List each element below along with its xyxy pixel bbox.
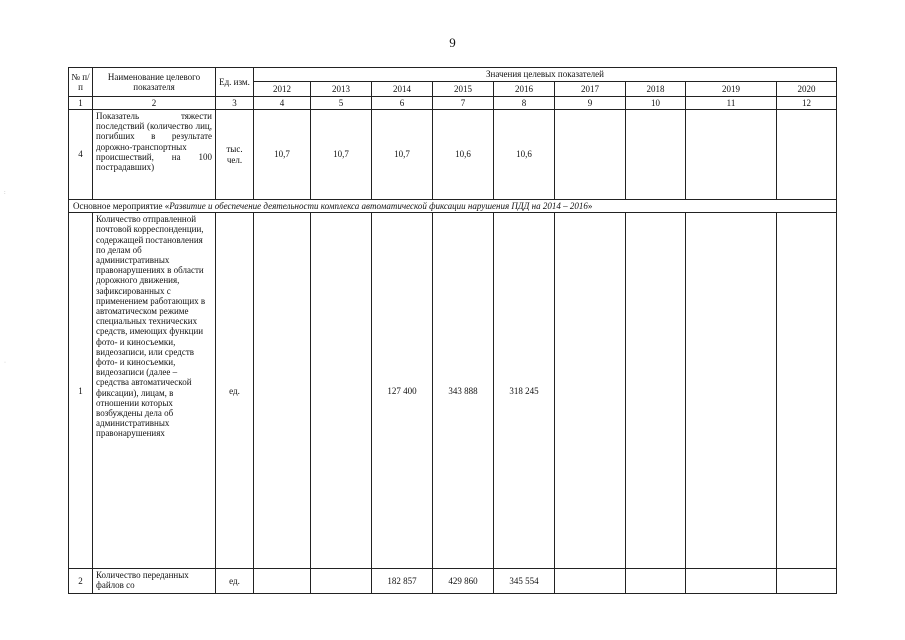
- row-value: 345 554: [494, 569, 555, 594]
- header-year: 2018: [626, 82, 686, 97]
- header-year: 2020: [777, 82, 837, 97]
- row-unit: ед.: [216, 569, 254, 594]
- row-unit: тыс. чел.: [216, 110, 254, 200]
- row-value: [254, 213, 311, 569]
- scan-margin-mark: :: [4, 190, 6, 196]
- column-number: 4: [254, 97, 311, 110]
- column-number: 3: [216, 97, 254, 110]
- section-title-prefix: Основное мероприятие «: [73, 201, 170, 211]
- row-value: [686, 110, 777, 200]
- page-number: 9: [449, 35, 456, 50]
- row-value: [626, 569, 686, 594]
- row-value: 127 400: [372, 213, 433, 569]
- column-number: 11: [686, 97, 777, 110]
- row-value: [555, 213, 626, 569]
- row-value: 10,6: [494, 110, 555, 200]
- row-value: [686, 213, 777, 569]
- column-number: 9: [555, 97, 626, 110]
- row-value: 182 857: [372, 569, 433, 594]
- column-number: 8: [494, 97, 555, 110]
- column-number: 10: [626, 97, 686, 110]
- row-value: [311, 569, 372, 594]
- row-num: 2: [69, 569, 93, 594]
- header-year: 2019: [686, 82, 777, 97]
- row-value: [686, 569, 777, 594]
- row-value: 343 888: [433, 213, 494, 569]
- column-number: 6: [372, 97, 433, 110]
- header-year: 2017: [555, 82, 626, 97]
- header-values-group: Значения целевых показателей: [254, 68, 837, 82]
- row-value: [626, 213, 686, 569]
- row-value: [311, 213, 372, 569]
- row-indicator-name: Количество отправленной почтовой корреспонденции, содержащей постановления по делам об административных правонарушениях в области дорожного движения, зафиксированных с применением работающих в автоматическом режиме специальных технических средств, имеющих функции фото- и киносъемки, видеозаписи, или средств фото- и киносъемки, видеозаписи (далее – средства автоматической фиксации), лицам, в отношении которых возбуждены дела об административных правонарушениях: [93, 213, 216, 569]
- row-value: 10,7: [311, 110, 372, 200]
- row-value: [626, 110, 686, 200]
- section-row: [69, 200, 837, 213]
- header-unit: Ед. изм.: [216, 68, 254, 97]
- column-number: 12: [777, 97, 837, 110]
- row-value: 10,7: [372, 110, 433, 200]
- header-year: 2016: [494, 82, 555, 97]
- scan-margin-mark: ·: [4, 360, 6, 366]
- section-title-suffix: »: [587, 201, 593, 211]
- row-unit: ед.: [216, 213, 254, 569]
- column-number: 2: [93, 97, 216, 110]
- row-indicator-name: Количество переданных файлов со: [93, 569, 216, 594]
- row-indicator-name: Показатель тяжести последствий (количество лиц, погибших в результате дорожно-транспортных происшествий, на 100 пострадавших): [93, 110, 216, 200]
- row-value: 10,7: [254, 110, 311, 200]
- column-number: 1: [69, 97, 93, 110]
- row-value: [777, 569, 837, 594]
- header-year: 2012: [254, 82, 311, 97]
- table-row: [69, 569, 837, 594]
- section-title: [69, 200, 837, 213]
- target-indicators-table: [68, 67, 837, 594]
- row-value: [555, 569, 626, 594]
- header-name: Наименование целевого показателя: [93, 68, 216, 97]
- section-title-title: Развитие и обеспечение деятельности комплекса автоматической фиксации нарушения ПДД на 2014 – 2016: [169, 201, 588, 211]
- table-row: [69, 213, 837, 569]
- header-year: 2014: [372, 82, 433, 97]
- table-row: [69, 110, 837, 200]
- column-number: 5: [311, 97, 372, 110]
- row-value: 10,6: [433, 110, 494, 200]
- row-value: [555, 110, 626, 200]
- row-num: 4: [69, 110, 93, 200]
- row-value: 318 245: [494, 213, 555, 569]
- row-value: 429 860: [433, 569, 494, 594]
- row-num: 1: [69, 213, 93, 569]
- header-year: 2013: [311, 82, 372, 97]
- row-value: [777, 213, 837, 569]
- column-number: 7: [433, 97, 494, 110]
- row-value: [777, 110, 837, 200]
- row-value: [254, 569, 311, 594]
- header-num: № п/п: [69, 68, 93, 97]
- header-year: 2015: [433, 82, 494, 97]
